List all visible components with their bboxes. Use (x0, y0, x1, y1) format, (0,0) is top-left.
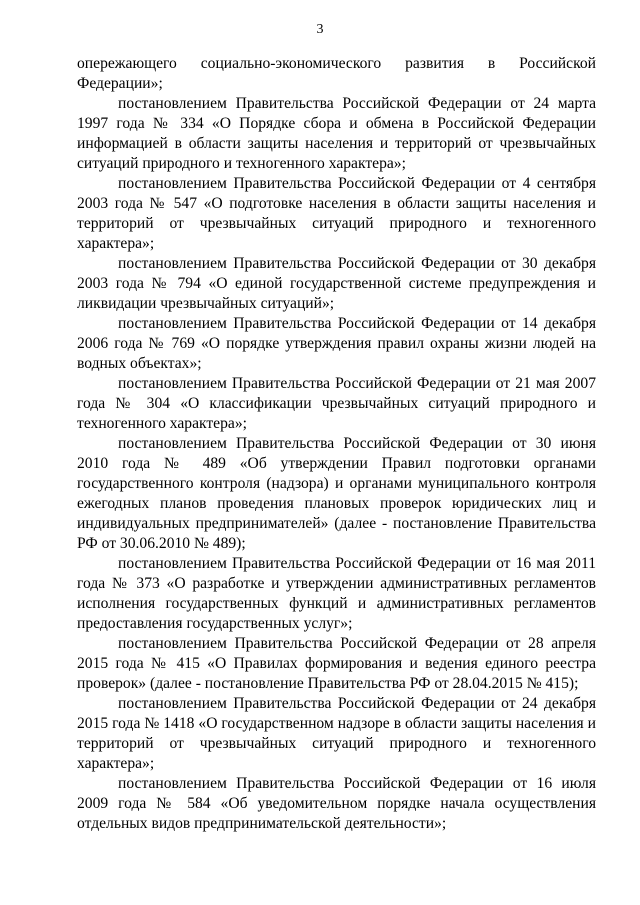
paragraph-continuation: опережающего социально-экономического развития в Российской Федерации»; (77, 55, 596, 92)
paragraph-decree-415: постановлением Правительства Российской Федерации от 28 апреля 2015 года № 415 «О Правилах формирования и ведения единого реестра проверок» (далее - постановление Правительства РФ от 28.04.2015 № 415); (77, 635, 596, 692)
paragraph-decree-794: постановлением Правительства Российской Федерации от 30 декабря 2003 года № 794 «О единой государственной системе предупреждения и ликвидации чрезвычайных ситуаций»; (77, 255, 596, 312)
paragraph-decree-489: постановлением Правительства Российской Федерации от 30 июня 2010 года № 489 «Об утверждении Правил подготовки органами государственного контроля (надзора) и органами муниципального контроля ежегодных планов проведения плановых проверок юридических лиц и индивидуальных предпринимателей» (далее - постановление Правительства РФ от 30.06.2010 № 489); (77, 435, 596, 552)
paragraph-decree-373: постановлением Правительства Российской Федерации от 16 мая 2011 года № 373 «О разработке и утверждении административных регламентов исполнения государственных функций и административных регламентов предоставления государственных услуг»; (77, 555, 596, 632)
paragraph-decree-547: постановлением Правительства Российской Федерации от 4 сентября 2003 года № 547 «О подготовке населения в области защиты населения и территорий от чрезвычайных ситуаций природного и техногенного характера»; (77, 175, 596, 252)
paragraph-decree-584: постановлением Правительства Российской Федерации от 16 июля 2009 года № 584 «Об уведомительном порядке начала осуществления отдельных видов предпринимательской деятельности»; (77, 775, 596, 832)
paragraph-decree-1418: постановлением Правительства Российской Федерации от 24 декабря 2015 года № 1418 «О государственном надзоре в области защиты населения и территорий от чрезвычайных ситуаций природного и техногенного характера»; (77, 695, 596, 772)
paragraph-decree-769: постановлением Правительства Российской Федерации от 14 декабря 2006 года № 769 «О порядке утверждения правил охраны жизни людей на водных объектах»; (77, 315, 596, 372)
paragraph-decree-304: постановлением Правительства Российской Федерации от 21 мая 2007 года № 304 «О классификации чрезвычайных ситуаций природного и техногенного характера»; (77, 375, 596, 432)
document-body (77, 54, 596, 834)
page-number: 3 (316, 22, 324, 37)
paragraph-decree-334: постановлением Правительства Российской Федерации от 24 марта 1997 года № 334 «О Порядке сбора и обмена в Российской Федерации информацией в области защиты населения и территорий от чрезвычайных ситуаций природного и техногенного характера»; (77, 95, 596, 172)
